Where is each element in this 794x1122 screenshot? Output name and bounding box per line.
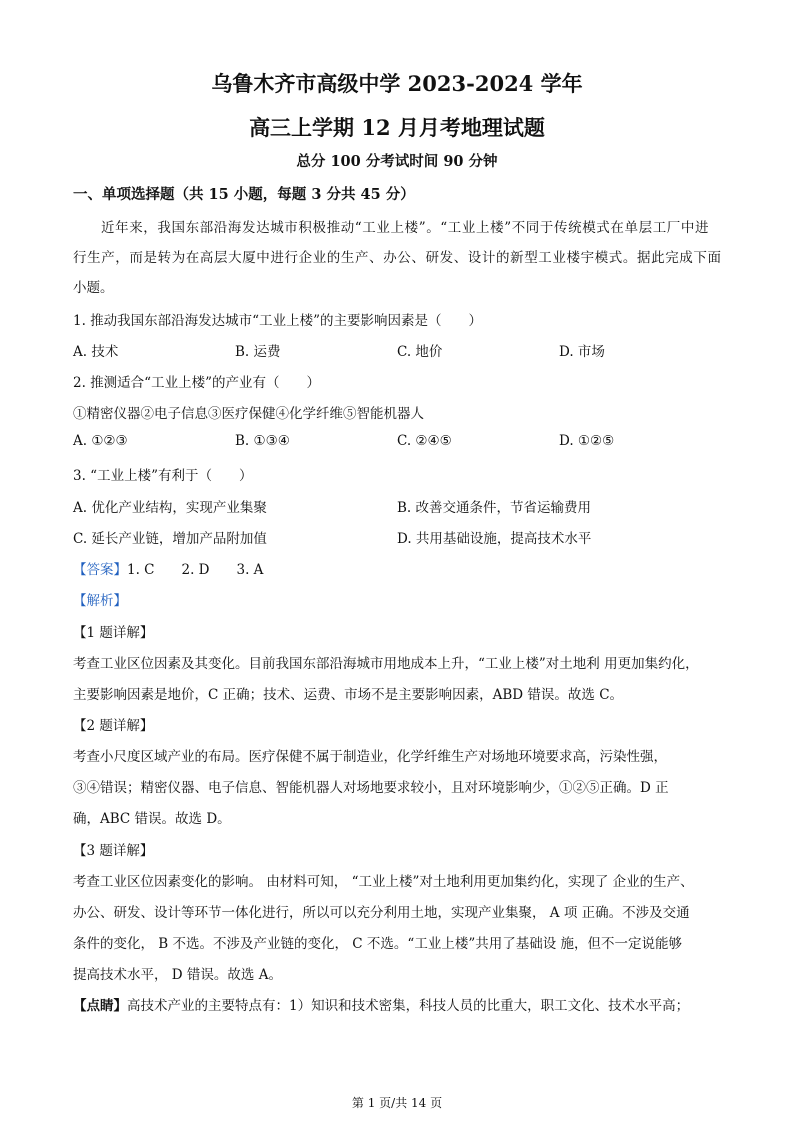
option: C. 地价	[397, 344, 443, 360]
question-items: ①精密仪器②电子信息③医疗保健④化学纤维⑤智能机器人	[73, 406, 424, 422]
option: C. ②④⑤	[397, 433, 452, 449]
detail-line: ③④错误；精密仪器、电子信息、智能机器人对场地要求较小，且对环境影响少，①②⑤正确。D 正	[73, 780, 669, 796]
question-stem: 2. 推测适合“工业上楼”的产业有（ ）	[73, 375, 320, 391]
material-line: 行生产，而是转为在高层大厦中进行企业的生产、办公、研发、设计的新型工业楼宇模式。据此完成下面	[73, 250, 722, 266]
page-footer: 第 1 页/共 14 页	[351, 1096, 443, 1110]
tip-label: 【点睛】	[73, 998, 127, 1014]
detail-line: 考查小尺度区域产业的布局。医疗保健不属于制造业，化学纤维生产对场地环境要求高，污染性强，	[73, 749, 667, 765]
option: D. 共用基础设施，提高技术水平	[397, 531, 592, 547]
option: A. ①②③	[73, 433, 128, 449]
option: D. 市场	[559, 344, 605, 360]
detail-label: 【1 题详解】	[73, 625, 154, 641]
answer-label: 【答案】	[73, 562, 127, 578]
tip-line	[73, 994, 689, 1014]
material-line: 近年来，我国东部沿海发达城市积极推动“工业上楼”。“工业上楼”不同于传统模式在单层工厂中进	[101, 220, 710, 236]
exam-meta: 总分 100 分考试时间 90 分钟	[296, 153, 498, 170]
question-stem: 3. “工业上楼”有利于（ ）	[73, 468, 253, 484]
option: C. 延长产业链，增加产品附加值	[73, 531, 267, 547]
answer-line	[73, 558, 263, 578]
option: B. ①③④	[235, 433, 290, 449]
option: A. 优化产业结构，实现产业集聚	[73, 500, 267, 516]
detail-line: 条件的变化， B 不选。不涉及产业链的变化， C 不选。“工业上楼”共用了基础设 施，但不一定说能够	[73, 936, 683, 952]
detail-line: 办公、研发、设计等环节一体化进行，所以可以充分利用土地，实现产业集聚， A 项 正确。不涉及交通	[73, 905, 690, 921]
tip-text: 高技术产业的主要特点有：1）知识和技术密集，科技人员的比重大，职工文化、技术水平高；	[127, 998, 690, 1014]
question-stem: 1. 推动我国东部沿海发达城市“工业上楼”的主要影响因素是（ ）	[73, 313, 482, 329]
exam-title: 乌鲁木齐市高级中学 2023-2024 学年	[211, 71, 583, 96]
detail-line: 提高技术水平， D 错误。故选 A。	[73, 967, 282, 983]
exam-subtitle: 高三上学期 12 月月考地理试题	[249, 115, 545, 140]
option: B. 改善交通条件，节省运输费用	[397, 500, 592, 516]
option: D. ①②⑤	[559, 433, 615, 449]
analysis-label: 【解析】	[73, 593, 127, 609]
answer-text: 1. C 2. D 3. A	[127, 562, 264, 578]
detail-line: 主要影响因素是地价，C 正确；技术、运费、市场不是主要影响因素，ABD 错误。故选 C。	[73, 687, 624, 703]
section-heading: 一、单项选择题（共 15 小题，每题 3 分共 45 分）	[73, 186, 415, 203]
detail-label: 【3 题详解】	[73, 843, 154, 859]
material-line: 小题。	[73, 280, 114, 296]
option: A. 技术	[73, 344, 119, 360]
detail-line: 确，ABC 错误。故选 D。	[73, 811, 231, 827]
option: B. 运费	[235, 344, 281, 360]
detail-line: 考查工业区位因素及其变化。目前我国东部沿海城市用地成本上升，“工业上楼”对土地利 用更加集约化，	[73, 656, 699, 672]
detail-label: 【2 题详解】	[73, 718, 154, 734]
detail-line: 考查工业区位因素变化的影响。 由材料可知， “工业上楼”对土地利用更加集约化，实现了 企业的生产、	[73, 874, 694, 890]
